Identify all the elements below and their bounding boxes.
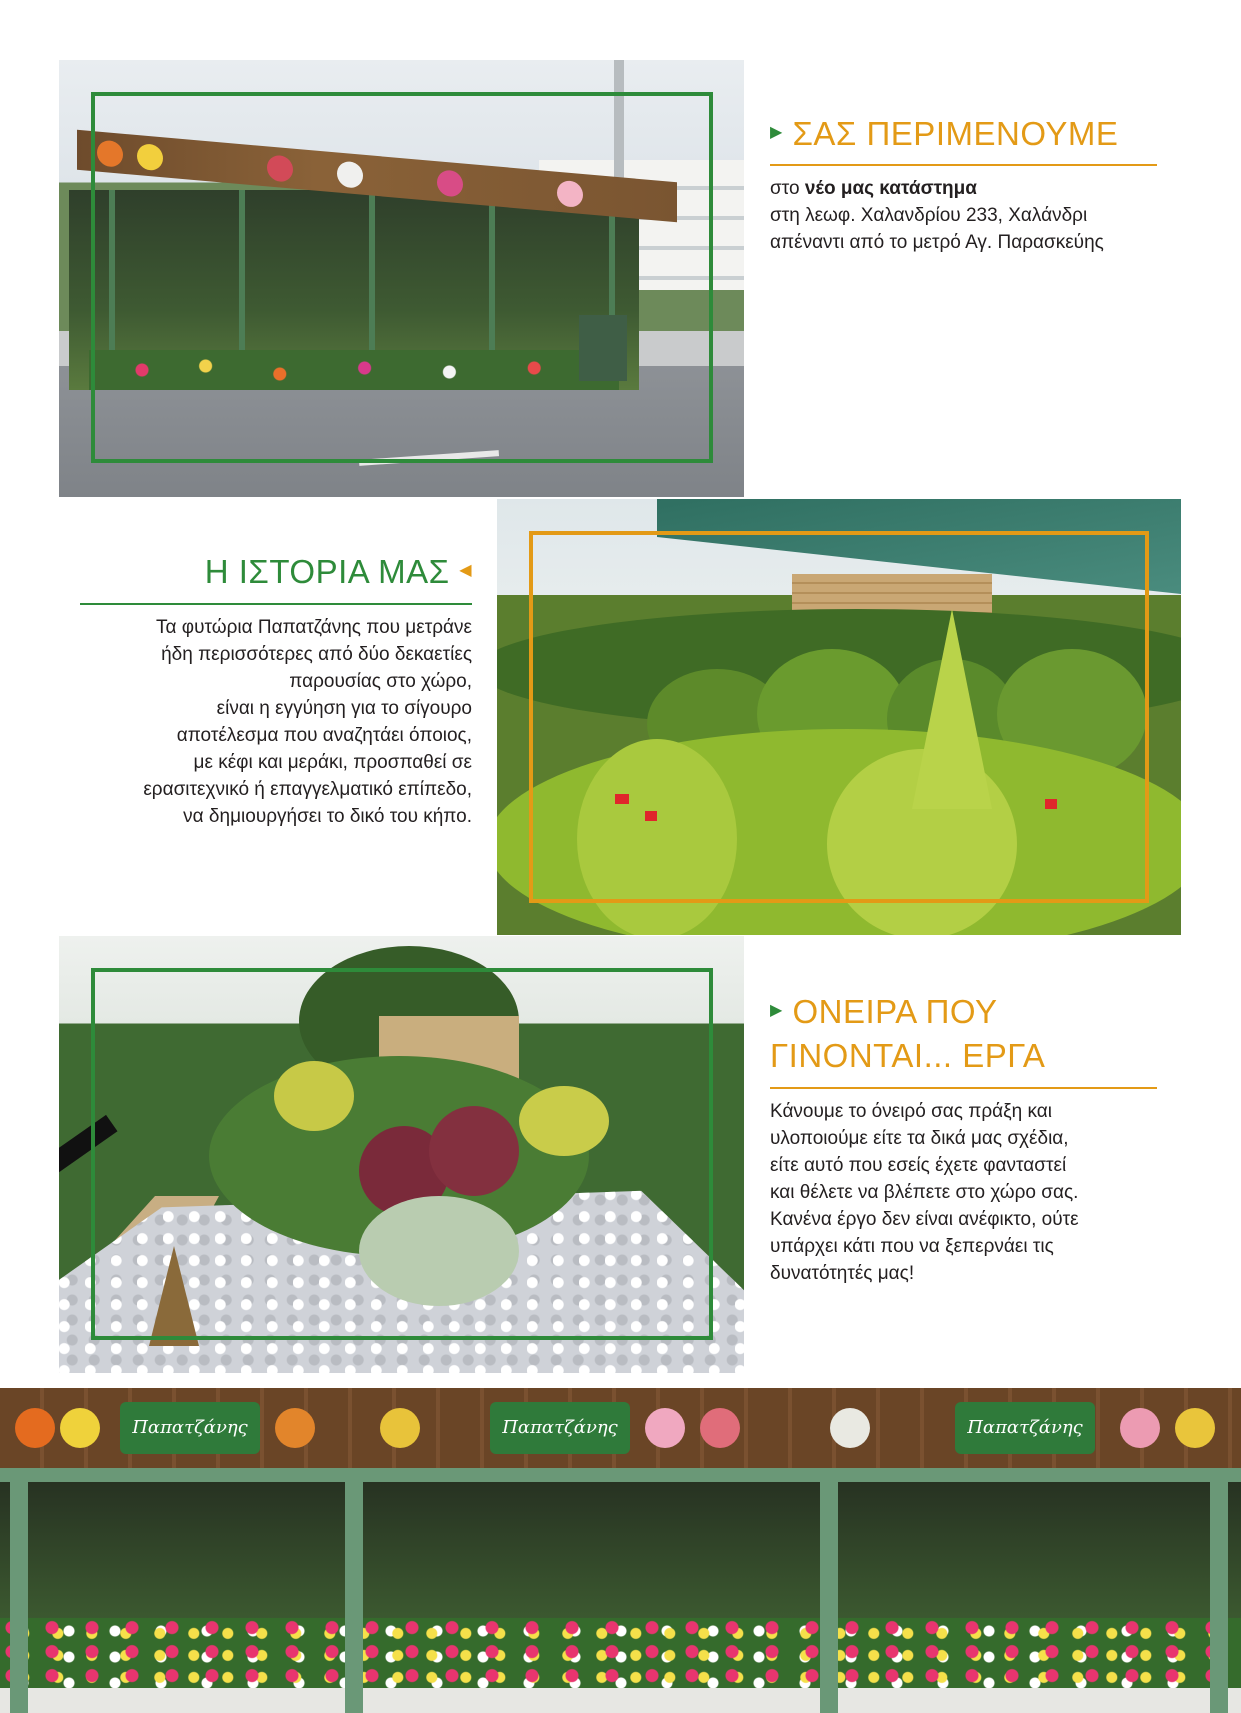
photo-2-frame (529, 531, 1149, 903)
photo-3-frame (91, 968, 713, 1340)
section-3-line: είτε αυτό που εσείς έχετε φανταστεί (770, 1155, 1067, 1176)
section-3-rule (770, 1087, 1157, 1089)
orange-fruit-image (15, 1408, 55, 1448)
section-3-line: υλοποιούμε είτε τα δικά μας σχέδια, (770, 1128, 1069, 1149)
section-3-heading (770, 992, 998, 1034)
section-2-line: με κέφι και μεράκι, προσπαθεί σε (193, 752, 472, 773)
section-1-bold-text: νέο μας κατάστημα (804, 178, 977, 199)
section-3-line: δυνατότητές μας! (770, 1263, 915, 1284)
section-1-line-2: στη λεωφ. Χαλανδρίου 233, Χαλάνδρι (770, 205, 1088, 226)
section-3-line: Κανένα έργο δεν είναι ανέφικτο, ούτε (770, 1209, 1079, 1230)
storefront-beam (0, 1468, 1241, 1482)
section-3-heading-line-2 (770, 1036, 1045, 1076)
section-3-line: υπάρχει κάτι που να ξεπερνάει τις (770, 1236, 1054, 1257)
section-2-line: να δημιουργήσει το δικό του κήπο. (183, 806, 472, 827)
triangle-left-icon: ◀ (459, 562, 472, 580)
section-2-line: είναι η εγγύηση για το σίγουρο (216, 698, 472, 719)
section-3-line: και θέλετε να βλέπετε στο χώρο σας. (770, 1182, 1079, 1203)
section-2-line: αποτέλεσμα που αναζητάει όποιος, (176, 725, 472, 746)
storefront-panorama-photo (0, 1388, 1241, 1713)
section-3-title-line-2: ΓΙΝΟΝΤΑΙ... ΕΡΓΑ (770, 1037, 1046, 1074)
triangle-right-icon: ▶ (770, 124, 783, 142)
flower-image (380, 1408, 420, 1448)
storefront-sign (0, 1388, 1241, 1468)
triangle-right-icon: ▶ (770, 1002, 783, 1020)
flower-display (0, 1618, 1241, 1693)
section-3-title-line-1: ΟΝΕΙΡΑ ΠΟΥ (792, 993, 998, 1030)
section-1-heading (770, 114, 1118, 156)
section-3-text (770, 1098, 1079, 1287)
brand-logo: Παπατζάνης (490, 1402, 630, 1454)
photo-1-frame (91, 92, 713, 463)
brand-logo: Παπατζάνης (120, 1402, 260, 1454)
section-2-rule (80, 603, 472, 605)
section-2-heading (205, 552, 472, 594)
section-2-line: Τα φυτώρια Παπατζάνης που μετράνε (156, 617, 472, 638)
section-2-line: ερασιτεχνικό ή επαγγελματικό επίπεδο, (143, 779, 472, 800)
section-3-line: Κάνουμε το όνειρό σας πράξη και (770, 1101, 1052, 1122)
nursery-interior (0, 1482, 1241, 1622)
section-1-title: ΣΑΣ ΠΕΡΙΜΕΝΟΥΜΕ (792, 115, 1119, 152)
section-2-line: παρουσίας στο χώρο, (289, 671, 472, 692)
section-1-line-3: απέναντι από το μετρό Αγ. Παρασκεύης (770, 232, 1104, 253)
section-1-rule (770, 164, 1157, 166)
section-2-line: ήδη περισσότερες από δύο δεκαετίες (161, 644, 472, 665)
section-1-line-1: στο νέο μας κατάστημα (770, 178, 977, 199)
section-1-text (770, 175, 1104, 256)
lemon-fruit-image (60, 1408, 100, 1448)
section-2-title: Η ΙΣΤΟΡΙΑ ΜΑΣ (204, 553, 450, 590)
section-2-text (143, 614, 472, 830)
pavement (0, 1688, 1241, 1713)
brand-logo: Παπατζάνης (955, 1402, 1095, 1454)
